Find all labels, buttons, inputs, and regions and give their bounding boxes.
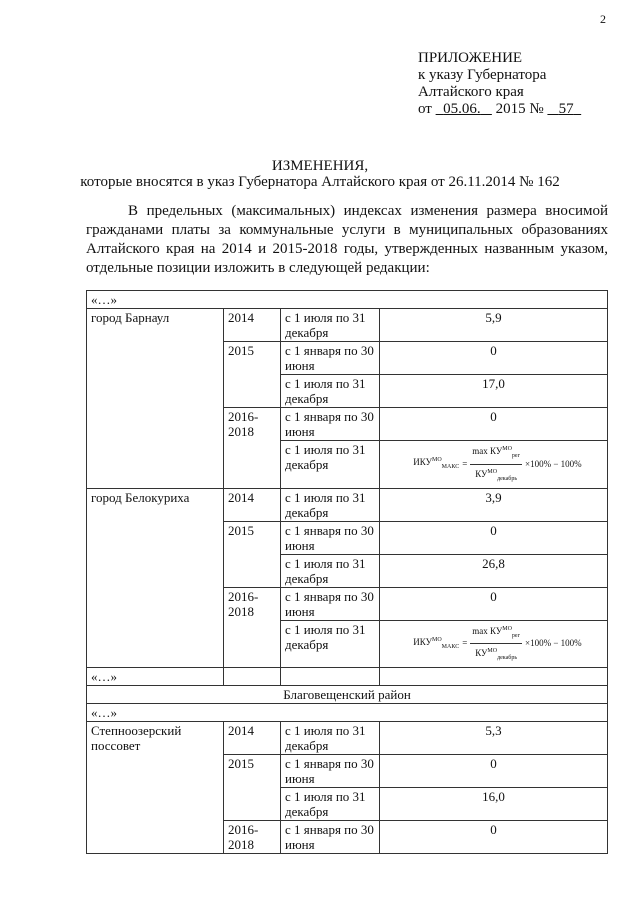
index-value: 0 — [380, 521, 608, 554]
document-title: ИЗМЕНЕНИЯ, — [271, 158, 369, 174]
index-value: 0 — [380, 587, 608, 620]
index-formula: $ИКУ^{МО}_{МАКС}$ = $\frac{\max КУ^{МО}_{рег}}{КУ^{МО}_{декабрь}}$ ×100% − 100% — [413, 442, 581, 487]
table-row — [87, 668, 608, 686]
period-cell: с 1 июля по 31 декабря — [281, 554, 380, 587]
index-value: 0 — [380, 342, 608, 375]
municipality-name: город Барнаул — [87, 309, 224, 489]
decree-date: 05.06. — [443, 101, 481, 117]
changes-table — [86, 290, 608, 854]
table-row — [87, 704, 608, 722]
year-cell: 2014 — [224, 722, 281, 755]
period-cell: с 1 июля по 31 декабря — [281, 488, 380, 521]
municipality-name: Степноозерский поссовет — [87, 722, 224, 854]
year-cell: 2015 — [224, 342, 281, 408]
table-row — [87, 722, 608, 755]
index-value: 0 — [380, 755, 608, 788]
period-cell: с 1 января по 30 июня — [281, 755, 380, 788]
index-value: 0 — [380, 408, 608, 441]
period-cell: с 1 января по 30 июня — [281, 342, 380, 375]
formula-cell — [380, 620, 608, 668]
period-cell: с 1 июля по 31 декабря — [281, 375, 380, 408]
decree-number: 57 — [558, 101, 574, 117]
index-value: 17,0 — [380, 375, 608, 408]
from-label: от — [418, 101, 432, 117]
period-cell: с 1 января по 30 июня — [281, 408, 380, 441]
period-cell: с 1 июля по 31 декабря — [281, 441, 380, 489]
district-heading: Благовещенский район — [87, 686, 608, 704]
formula-cell — [380, 441, 608, 489]
index-value: 26,8 — [380, 554, 608, 587]
year-cell: 2016-2018 — [224, 587, 281, 668]
index-value: 5,9 — [380, 309, 608, 342]
appendix-title: ПРИЛОЖЕНИЕ — [418, 50, 523, 66]
year-cell: 2015 — [224, 521, 281, 587]
period-cell: с 1 января по 30 июня — [281, 521, 380, 554]
table-row — [87, 309, 608, 342]
year-cell: 2016-2018 — [224, 408, 281, 489]
intro-paragraph: В предельных (максимальных) индексах изменения размера вносимой гражданами платы за коммунальные услуги в муниципальных образованиях Алтайского края на 2014 и 2015-2018 годы, утвержденных названным указом, отдельные позиции изложить в следующей редакции: — [86, 203, 608, 276]
table-row — [87, 488, 608, 521]
index-formula: $ИКУ^{МО}_{МАКС}$ = $\frac{\max КУ^{МО}_{рег}}{КУ^{МО}_{декабрь}}$ ×100% − 100% — [413, 622, 581, 667]
index-value: 16,0 — [380, 788, 608, 821]
table-row — [87, 291, 608, 309]
year-cell: 2015 — [224, 755, 281, 821]
period-cell: с 1 июля по 31 декабря — [281, 309, 380, 342]
period-cell: с 1 июля по 31 декабря — [281, 722, 380, 755]
page-number: 2 — [600, 12, 606, 26]
period-cell: с 1 января по 30 июня — [281, 587, 380, 620]
appendix-block — [418, 50, 581, 118]
index-value: 3,9 — [380, 488, 608, 521]
ellipsis-cell: «…» — [87, 704, 608, 722]
index-value: 5,3 — [380, 722, 608, 755]
appendix-date-line — [418, 101, 581, 118]
year-label: 2015 № — [495, 101, 544, 117]
period-cell: с 1 июля по 31 декабря — [281, 620, 380, 668]
ellipsis-cell: «…» — [87, 668, 224, 686]
year-cell: 2016-2018 — [224, 821, 281, 854]
appendix-line: Алтайского края — [418, 84, 524, 100]
document-subtitle: которые вносятся в указ Губернатора Алтайского края от 26.11.2014 № 162 — [80, 174, 560, 190]
ellipsis-cell: «…» — [87, 291, 608, 309]
period-cell: с 1 января по 30 июня — [281, 821, 380, 854]
table-row — [87, 686, 608, 704]
appendix-line: к указу Губернатора — [418, 67, 547, 83]
index-value: 0 — [380, 821, 608, 854]
year-cell: 2014 — [224, 309, 281, 342]
municipality-name: город Белокуриха — [87, 488, 224, 668]
year-cell: 2014 — [224, 488, 281, 521]
period-cell: с 1 июля по 31 декабря — [281, 788, 380, 821]
